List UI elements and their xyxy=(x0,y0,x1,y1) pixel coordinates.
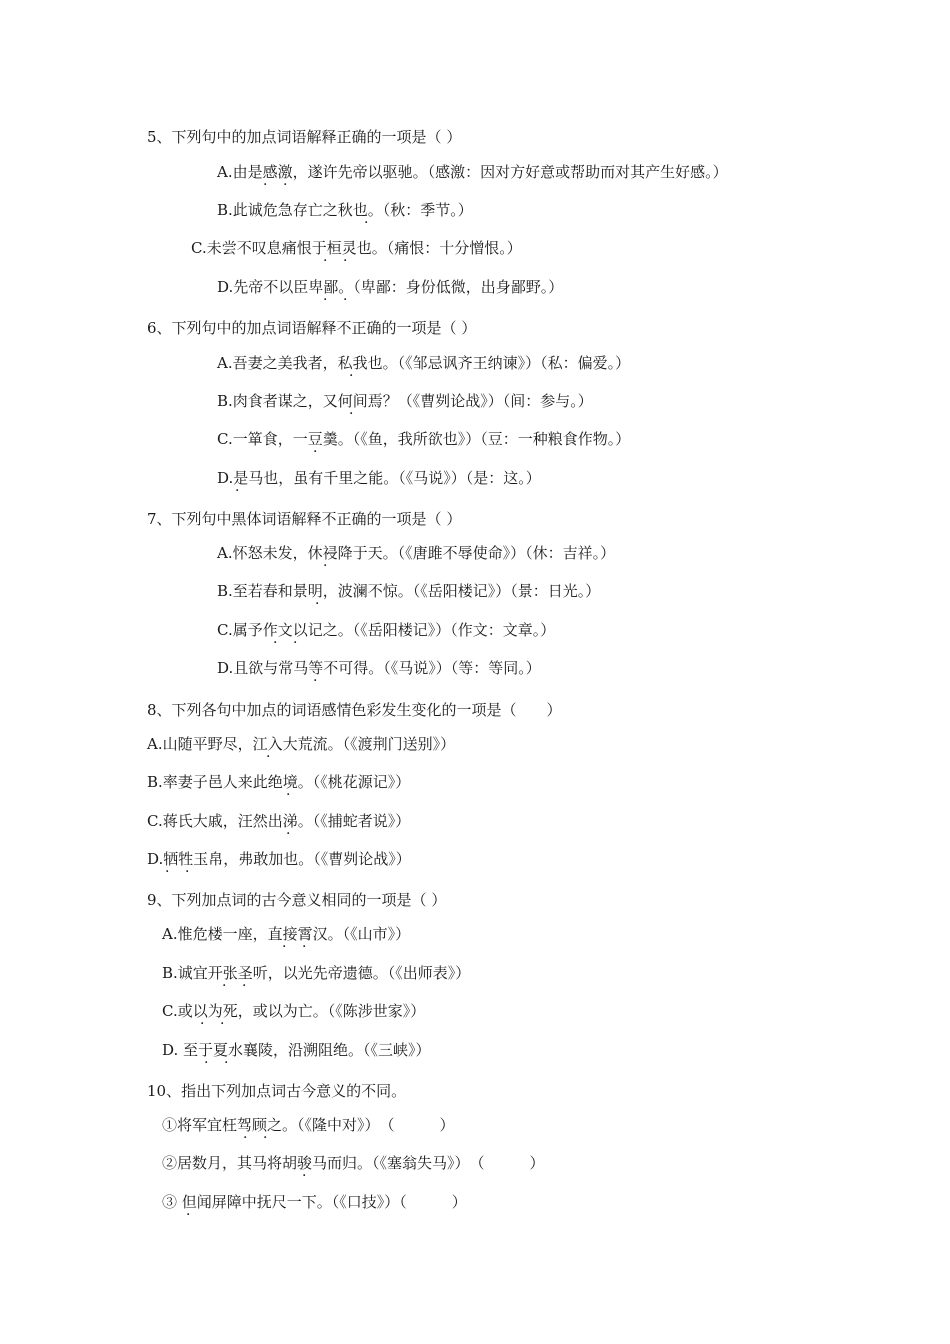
emphasis-dot: · xyxy=(263,1130,268,1146)
emphasis-dot: · xyxy=(286,787,291,803)
emphasis-dot: · xyxy=(282,939,287,955)
question-9-option-d: D. 至于夏水襄陵，沿溯阻绝。（《三峡》） xyxy=(162,1041,431,1059)
question-7-stem: 7、下列句中黑体词语解释不正确的一项是（ ） xyxy=(147,510,462,528)
emphasis-dot: · xyxy=(273,635,278,651)
question-6-stem: 6、下列句中的加点词语解释不正确的一项是（ ） xyxy=(147,319,477,337)
question-8-option-a: A.山随平野尽，江入大荒流。（《渡荆门送别》） xyxy=(147,735,456,753)
emphasis-dot: · xyxy=(165,864,170,880)
question-5-option-b: B.此诚危急存亡之秋也。（秋：季节。） xyxy=(217,201,473,219)
emphasis-dot: · xyxy=(323,292,328,308)
emphasis-dot: · xyxy=(200,1016,205,1032)
question-9-option-c: C.或以为死，或以为亡。（《陈涉世家》） xyxy=(162,1002,426,1020)
emphasis-dot: · xyxy=(224,1055,229,1071)
question-7-option-c: C.属予作文以记之。（《岳阳楼记》）（作文：文章。） xyxy=(217,621,556,639)
emphasis-dot: · xyxy=(204,1055,209,1071)
question-5-stem: 5、下列句中的加点词语解释正确的一项是（ ） xyxy=(147,128,462,146)
question-10-stem: 10、指出下列加点词古今意义的不同。 xyxy=(147,1082,407,1100)
question-9-stem: 9、下列加点词的古今意义相同的一项是（ ） xyxy=(147,891,447,909)
question-7-option-b: B.至若春和景明，波澜不惊。（《岳阳楼记》）（景：日光。） xyxy=(217,582,601,600)
question-9-option-b: B.诚宜开张圣听，以光先帝遗德。（《出师表》） xyxy=(162,964,471,982)
question-8-option-b: B.率妻子邑人来此绝境。（《桃花源记》） xyxy=(147,773,411,791)
emphasis-dot: · xyxy=(302,1168,307,1184)
question-5-option-d: D.先帝不以臣卑鄙。（卑鄙：身份低微，出身鄙野。） xyxy=(217,278,564,296)
emphasis-dot: · xyxy=(315,596,320,612)
question-6-option-a: A.吾妻之美我者，私我也。（《邹忌讽齐王纳谏》）（私：偏爱。） xyxy=(217,354,631,372)
emphasis-dot: · xyxy=(323,558,328,574)
emphasis-dot: · xyxy=(349,406,354,422)
emphasis-dot: · xyxy=(283,177,288,193)
emphasis-dot: · xyxy=(242,978,247,994)
question-8-option-d: D.牺牲玉帛，弗敢加也。（《曹刿论战》） xyxy=(147,850,411,868)
question-5-option-c: C.未尝不叹息痛恨于桓灵也。（痛恨：十分憎恨。） xyxy=(191,239,522,257)
question-10-item-1: ①将军宜枉驾顾之。（《隆中对》） （ ） xyxy=(162,1116,455,1134)
emphasis-dot: · xyxy=(186,1207,191,1223)
emphasis-dot: · xyxy=(220,1016,225,1032)
emphasis-dot: · xyxy=(343,253,348,269)
emphasis-dot: · xyxy=(349,368,354,384)
question-6-option-d: D.是马也，虽有千里之能。（《马说》）（是：这。） xyxy=(217,469,541,487)
question-9-option-a: A.惟危楼一座，直接霄汉。（《山市》） xyxy=(162,925,411,943)
question-7-option-d: D.且欲与常马等不可得。（《马说》）（等：等同。） xyxy=(217,659,541,677)
emphasis-dot: · xyxy=(266,749,271,765)
emphasis-dot: · xyxy=(286,826,291,842)
emphasis-dot: · xyxy=(235,483,240,499)
emphasis-dot: · xyxy=(302,939,307,955)
question-10-item-3: ③ 但闻屏障中抚尺一下。（《口技》）（ ） xyxy=(162,1193,467,1211)
emphasis-dot: · xyxy=(313,673,318,689)
question-10-item-2: ②居数月，其马将胡骏马而归。（《塞翁失马》） （ ） xyxy=(162,1154,545,1172)
emphasis-dot: · xyxy=(313,444,318,460)
emphasis-dot: · xyxy=(364,215,369,231)
emphasis-dot: · xyxy=(293,635,298,651)
emphasis-dot: · xyxy=(343,292,348,308)
question-7-option-a: A.怀怒未发，休祲降于天。（《唐雎不辱使命》）（休：吉祥。） xyxy=(217,544,616,562)
question-8-option-c: C.蒋氏大戚，汪然出涕。（《捕蛇者说》） xyxy=(147,812,411,830)
emphasis-dot: · xyxy=(263,177,268,193)
emphasis-dot: · xyxy=(323,253,328,269)
emphasis-dot: · xyxy=(243,1130,248,1146)
question-5-option-a: A.由是感激，遂许先帝以驱驰。（感激：因对方好意或帮助而对其产生好感。） xyxy=(217,163,728,181)
question-6-option-b: B.肉食者谋之，又何间焉？（《曹刿论战》）（间：参与。） xyxy=(217,392,593,410)
question-6-option-c: C.一箪食，一豆羹。（《鱼，我所欲也》）（豆：一种粮食作物。） xyxy=(217,430,631,448)
question-8-stem: 8、下列各句中加点的词语感情色彩发生变化的一项是（ ） xyxy=(147,701,562,719)
emphasis-dot: · xyxy=(185,864,190,880)
emphasis-dot: · xyxy=(222,978,227,994)
